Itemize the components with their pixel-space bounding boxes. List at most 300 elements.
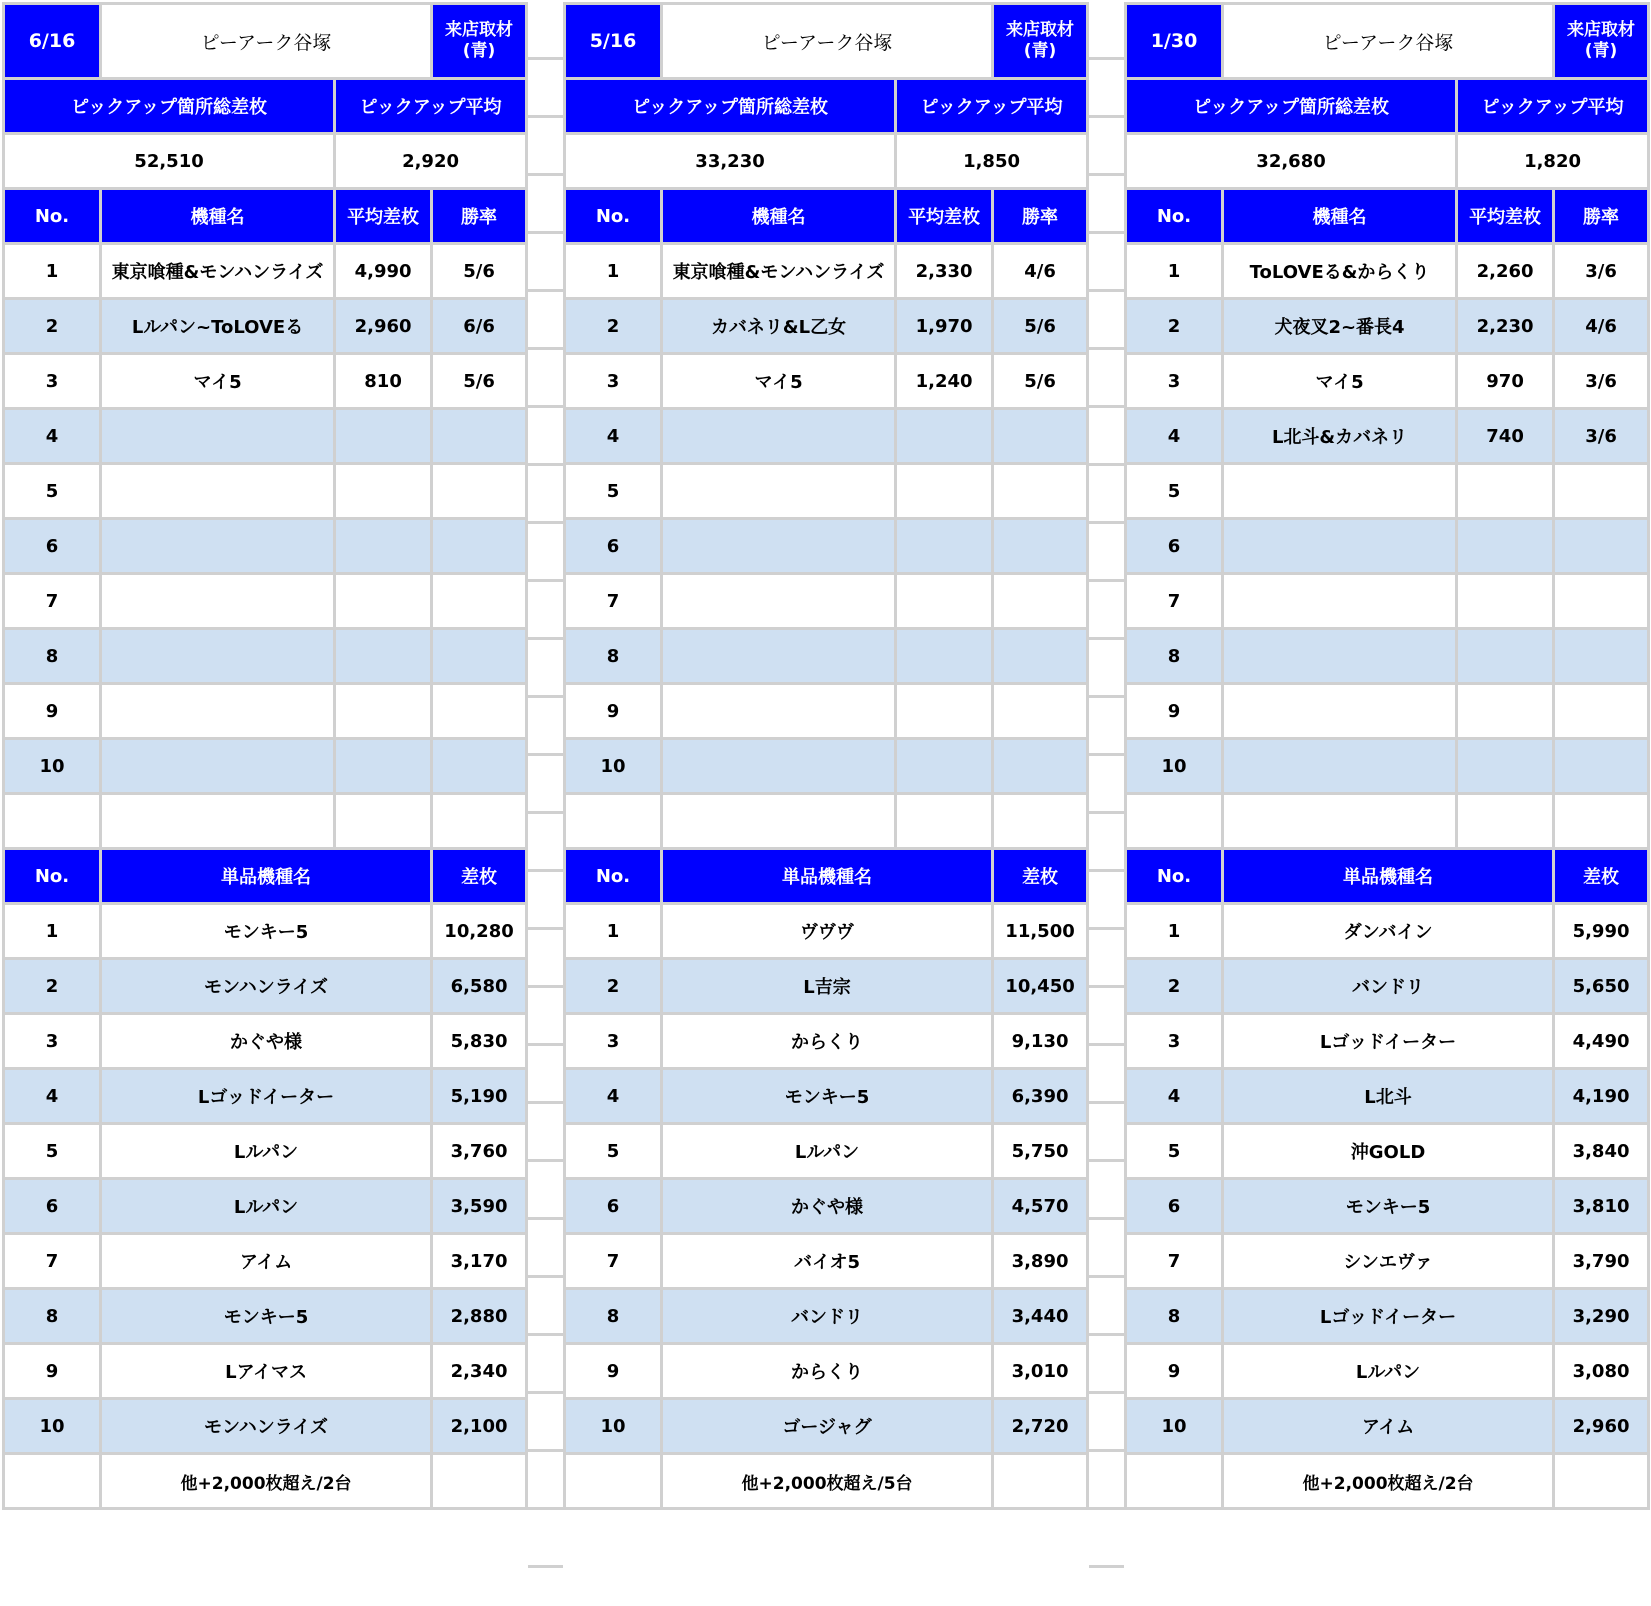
- single-model-name: 沖GOLD: [1223, 1124, 1554, 1179]
- pickup-win-rate: 4/6: [1554, 299, 1649, 354]
- pickup-row: [565, 629, 1088, 684]
- pickup-win-rate: [432, 409, 527, 464]
- pickup-win-rate: [993, 739, 1088, 794]
- pickup-row: [4, 464, 527, 519]
- pickup-no: 5: [4, 464, 101, 519]
- pickup-model-name: [1223, 739, 1457, 794]
- total-diff-value: 33,230: [565, 134, 896, 189]
- single-diff: 2,340: [432, 1344, 527, 1399]
- single-row: [4, 904, 527, 959]
- pickup-no: 7: [4, 574, 101, 629]
- single-row: [565, 1069, 1088, 1124]
- pickup-avg-diff: [1457, 574, 1554, 629]
- gap-line: [1089, 814, 1124, 872]
- pickup-avg-diff: 810: [335, 354, 432, 409]
- gap-line: [528, 756, 563, 814]
- single-model-name: シンエヴァ: [1223, 1234, 1554, 1289]
- gap-line: [1089, 1394, 1124, 1452]
- gap-line: [1089, 1220, 1124, 1278]
- gap-line: [1089, 524, 1124, 582]
- single-model-name: モンキー5: [101, 1289, 432, 1344]
- pickup-row: [565, 244, 1088, 299]
- single-model-name: ゴージャグ: [662, 1399, 993, 1454]
- single-model-name: バンドリ: [1223, 959, 1554, 1014]
- pickup-header-row: [565, 189, 1088, 244]
- single-model-header: 単品機種名: [1223, 849, 1554, 904]
- single-no: 6: [565, 1179, 662, 1234]
- empty-cell: [432, 1454, 527, 1509]
- pickup-model-name: [662, 684, 896, 739]
- footer-row: [4, 1454, 527, 1509]
- pickup-model-name: [1223, 519, 1457, 574]
- single-diff: 3,010: [993, 1344, 1088, 1399]
- pickup-model-name: [662, 464, 896, 519]
- single-no: 4: [1126, 1069, 1223, 1124]
- single-model-name: L北斗: [1223, 1069, 1554, 1124]
- single-no: 9: [565, 1344, 662, 1399]
- pickup-win-rate: 3/6: [1554, 354, 1649, 409]
- model-name-header: 機種名: [662, 189, 896, 244]
- single-no: 1: [1126, 904, 1223, 959]
- pickup-win-rate: 5/6: [993, 299, 1088, 354]
- gap-line: [1089, 988, 1124, 1046]
- pickup-avg-diff: [335, 409, 432, 464]
- pickup-model-name: マイ5: [101, 354, 335, 409]
- pickup-win-rate: [1554, 464, 1649, 519]
- pickup-row: [565, 299, 1088, 354]
- coverage-label: 来店取材 (青): [432, 4, 527, 79]
- date-label: 1/30: [1126, 4, 1223, 79]
- empty-cell: [1554, 1454, 1649, 1509]
- single-row: [565, 1344, 1088, 1399]
- gap-line: [1089, 118, 1124, 176]
- pickup-row: [565, 684, 1088, 739]
- single-model-name: バイオ5: [662, 1234, 993, 1289]
- single-row: [4, 1124, 527, 1179]
- single-no: 2: [4, 959, 101, 1014]
- single-model-header: 単品機種名: [101, 849, 432, 904]
- single-model-name: バンドリ: [662, 1289, 993, 1344]
- single-row: [4, 1344, 527, 1399]
- results-panel-3: [1124, 2, 1650, 1510]
- pickup-row: [1126, 629, 1649, 684]
- single-row: [565, 904, 1088, 959]
- pickup-no: 9: [1126, 684, 1223, 739]
- gap-line: [528, 60, 563, 118]
- single-diff: 4,570: [993, 1179, 1088, 1234]
- gap-line: [1089, 1104, 1124, 1162]
- pickup-model-name: [101, 684, 335, 739]
- single-no: 7: [565, 1234, 662, 1289]
- pickup-row: [1126, 684, 1649, 739]
- pickup-row: [4, 519, 527, 574]
- gap-line: [1089, 1336, 1124, 1394]
- pickup-win-rate: [1554, 519, 1649, 574]
- single-diff: 6,390: [993, 1069, 1088, 1124]
- footer-note: 他+2,000枚超え/2台: [1223, 1454, 1554, 1509]
- single-row: [4, 1014, 527, 1069]
- single-row: [565, 1014, 1088, 1069]
- single-no: 2: [565, 959, 662, 1014]
- gap-line: [1089, 1278, 1124, 1336]
- pickup-model-name: [101, 629, 335, 684]
- pickup-win-rate: 5/6: [432, 354, 527, 409]
- gap-line: [1089, 234, 1124, 292]
- single-model-name: Lルパン: [1223, 1344, 1554, 1399]
- pickup-model-name: [101, 739, 335, 794]
- gap-line: [528, 292, 563, 350]
- pickup-avg-diff: [335, 464, 432, 519]
- gap-line: [528, 582, 563, 640]
- single-no: 10: [4, 1399, 101, 1454]
- pickup-avg-diff: [896, 629, 993, 684]
- store-name: ピーアーク谷塚: [1223, 4, 1554, 79]
- single-model-name: Lゴッドイーター: [101, 1069, 432, 1124]
- pickup-win-rate: 3/6: [1554, 244, 1649, 299]
- pickup-win-rate: [432, 684, 527, 739]
- gap-line: [528, 1452, 563, 1510]
- pickup-win-rate: [432, 464, 527, 519]
- pickup-model-name: L北斗&カバネリ: [1223, 409, 1457, 464]
- pickup-avg-diff: [335, 739, 432, 794]
- single-model-name: ダンバイン: [1223, 904, 1554, 959]
- single-model-name: Lゴッドイーター: [1223, 1014, 1554, 1069]
- gap-line: [528, 176, 563, 234]
- pickup-avg-diff: 2,230: [1457, 299, 1554, 354]
- empty-cell: [335, 794, 432, 849]
- avg-pickup-header: ピックアップ平均: [1457, 79, 1649, 134]
- pickup-no: 10: [565, 739, 662, 794]
- store-name: ピーアーク谷塚: [101, 4, 432, 79]
- single-no: 3: [4, 1014, 101, 1069]
- gap-line: [528, 1162, 563, 1220]
- single-model-name: ヴヴヴ: [662, 904, 993, 959]
- pickup-no: 3: [4, 354, 101, 409]
- empty-cell: [101, 794, 335, 849]
- pickup-no: 4: [565, 409, 662, 464]
- pickup-win-rate: [993, 574, 1088, 629]
- single-row: [1126, 1344, 1649, 1399]
- single-model-name: L吉宗: [662, 959, 993, 1014]
- pickup-model-name: カバネリ&L乙女: [662, 299, 896, 354]
- gap-line: [528, 466, 563, 524]
- pickup-win-rate: 4/6: [993, 244, 1088, 299]
- single-row: [565, 1179, 1088, 1234]
- pickup-row: [1126, 464, 1649, 519]
- gap-line: [528, 1510, 563, 1568]
- pickup-model-name: [662, 629, 896, 684]
- pickup-avg-diff: 740: [1457, 409, 1554, 464]
- pickup-row: [1126, 244, 1649, 299]
- single-model-name: からくり: [662, 1344, 993, 1399]
- single-no: 8: [565, 1289, 662, 1344]
- empty-cell: [565, 794, 662, 849]
- pickup-row: [4, 574, 527, 629]
- single-no: 6: [1126, 1179, 1223, 1234]
- pickup-no: 3: [565, 354, 662, 409]
- single-model-name: アイム: [101, 1234, 432, 1289]
- pickup-win-rate: [1554, 739, 1649, 794]
- single-diff: 3,790: [1554, 1234, 1649, 1289]
- single-model-name: モンハンライズ: [101, 1399, 432, 1454]
- single-model-name: Lアイマス: [101, 1344, 432, 1399]
- pickup-avg-diff: [896, 684, 993, 739]
- single-header-row: [565, 849, 1088, 904]
- single-diff: 5,650: [1554, 959, 1649, 1014]
- pickup-win-rate: [993, 684, 1088, 739]
- gap-line: [1089, 292, 1124, 350]
- pickup-avg-diff: 1,240: [896, 354, 993, 409]
- win-rate-header: 勝率: [993, 189, 1088, 244]
- single-row: [1126, 1124, 1649, 1179]
- avg-diff-header: 平均差枚: [335, 189, 432, 244]
- diff-header: 差枚: [432, 849, 527, 904]
- single-row: [565, 1289, 1088, 1344]
- pickup-win-rate: [993, 464, 1088, 519]
- single-diff: 2,720: [993, 1399, 1088, 1454]
- summary-value-row: [1126, 134, 1649, 189]
- pickup-row: [565, 574, 1088, 629]
- gap-line: [528, 118, 563, 176]
- diff-header: 差枚: [1554, 849, 1649, 904]
- pickup-avg-diff: 1,970: [896, 299, 993, 354]
- results-table: [2, 2, 528, 1510]
- pickup-avg-diff: [896, 409, 993, 464]
- empty-cell: [4, 1454, 101, 1509]
- pickup-no: 8: [565, 629, 662, 684]
- gap-line: [528, 350, 563, 408]
- single-diff: 9,130: [993, 1014, 1088, 1069]
- single-no: 4: [4, 1069, 101, 1124]
- empty-cell: [662, 794, 896, 849]
- model-name-header: 機種名: [1223, 189, 1457, 244]
- single-no: 5: [565, 1124, 662, 1179]
- single-model-name: Lルパン: [101, 1179, 432, 1234]
- gap-line: [528, 988, 563, 1046]
- pickup-model-name: [1223, 629, 1457, 684]
- gap-line: [1089, 698, 1124, 756]
- pickup-avg-diff: 2,960: [335, 299, 432, 354]
- pickup-no: 4: [4, 409, 101, 464]
- pickup-win-rate: 5/6: [993, 354, 1088, 409]
- summary-header-row: [4, 79, 527, 134]
- single-row: [4, 1234, 527, 1289]
- avg-pickup-header: ピックアップ平均: [896, 79, 1088, 134]
- gap-line: [1089, 1162, 1124, 1220]
- single-diff: 5,190: [432, 1069, 527, 1124]
- single-diff: 10,280: [432, 904, 527, 959]
- pickup-model-name: [101, 574, 335, 629]
- avg-diff-header: 平均差枚: [896, 189, 993, 244]
- pickup-win-rate: [432, 739, 527, 794]
- single-row: [1126, 959, 1649, 1014]
- single-no: 1: [565, 904, 662, 959]
- pickup-avg-diff: [896, 519, 993, 574]
- single-model-name: アイム: [1223, 1399, 1554, 1454]
- pickup-row: [1126, 574, 1649, 629]
- gap-line: [528, 1394, 563, 1452]
- pickup-model-name: [1223, 464, 1457, 519]
- pickup-win-rate: [1554, 684, 1649, 739]
- pickup-no: 8: [4, 629, 101, 684]
- gap-line: [1089, 2, 1124, 60]
- pickup-header-row: [4, 189, 527, 244]
- gap-line: [1089, 1510, 1124, 1568]
- pickup-row: [4, 684, 527, 739]
- title-row: [565, 4, 1088, 79]
- pickup-no: 2: [1126, 299, 1223, 354]
- footer-note: 他+2,000枚超え/5台: [662, 1454, 993, 1509]
- single-no: 8: [1126, 1289, 1223, 1344]
- no-header: No.: [1126, 849, 1223, 904]
- summary-value-row: [4, 134, 527, 189]
- pickup-no: 2: [565, 299, 662, 354]
- single-no: 3: [565, 1014, 662, 1069]
- single-row: [565, 1234, 1088, 1289]
- avg-pickup-value: 1,850: [896, 134, 1088, 189]
- no-header: No.: [4, 849, 101, 904]
- pickup-no: 7: [565, 574, 662, 629]
- gap-line: [1089, 176, 1124, 234]
- single-diff: 5,990: [1554, 904, 1649, 959]
- pickup-row: [1126, 519, 1649, 574]
- avg-diff-header: 平均差枚: [1457, 189, 1554, 244]
- no-header: No.: [565, 189, 662, 244]
- summary-header-row: [1126, 79, 1649, 134]
- single-no: 5: [4, 1124, 101, 1179]
- pickup-avg-diff: [1457, 629, 1554, 684]
- single-diff: 2,960: [1554, 1399, 1649, 1454]
- single-no: 8: [4, 1289, 101, 1344]
- single-model-name: モンキー5: [662, 1069, 993, 1124]
- title-row: [4, 4, 527, 79]
- gap-line: [528, 524, 563, 582]
- pickup-no: 1: [1126, 244, 1223, 299]
- pickup-row: [565, 354, 1088, 409]
- single-no: 5: [1126, 1124, 1223, 1179]
- pickup-no: 7: [1126, 574, 1223, 629]
- total-diff-value: 52,510: [4, 134, 335, 189]
- single-diff: 3,760: [432, 1124, 527, 1179]
- single-no: 3: [1126, 1014, 1223, 1069]
- pickup-no: 6: [4, 519, 101, 574]
- gap-line: [1089, 408, 1124, 466]
- single-diff: 3,840: [1554, 1124, 1649, 1179]
- pickup-row: [1126, 354, 1649, 409]
- results-table: [1124, 2, 1650, 1510]
- pickup-row: [4, 409, 527, 464]
- gap-line: [528, 1046, 563, 1104]
- gap-line: [528, 930, 563, 988]
- pickup-row: [4, 354, 527, 409]
- total-diff-header: ピックアップ箇所総差枚: [565, 79, 896, 134]
- pickup-row: [565, 739, 1088, 794]
- pickup-no: 5: [1126, 464, 1223, 519]
- gap-line: [1089, 1046, 1124, 1104]
- gap-line: [1089, 466, 1124, 524]
- pickup-no: 1: [565, 244, 662, 299]
- pickup-avg-diff: [335, 629, 432, 684]
- pickup-row: [4, 739, 527, 794]
- single-model-name: かぐや様: [101, 1014, 432, 1069]
- empty-cell: [896, 794, 993, 849]
- win-rate-header: 勝率: [1554, 189, 1649, 244]
- single-row: [1126, 904, 1649, 959]
- pickup-model-name: [662, 519, 896, 574]
- single-diff: 5,750: [993, 1124, 1088, 1179]
- single-diff: 3,170: [432, 1234, 527, 1289]
- single-diff: 3,290: [1554, 1289, 1649, 1344]
- single-model-name: Lルパン: [662, 1124, 993, 1179]
- date-label: 6/16: [4, 4, 101, 79]
- no-header: No.: [565, 849, 662, 904]
- pickup-row: [1126, 409, 1649, 464]
- single-model-name: Lゴッドイーター: [1223, 1289, 1554, 1344]
- store-name: ピーアーク谷塚: [662, 4, 993, 79]
- pickup-model-name: Lルパン~ToLOVEる: [101, 299, 335, 354]
- pickup-win-rate: [993, 629, 1088, 684]
- pickup-model-name: ToLOVEる&からくり: [1223, 244, 1457, 299]
- pickup-avg-diff: 2,260: [1457, 244, 1554, 299]
- empty-cell: [1457, 794, 1554, 849]
- single-diff: 5,830: [432, 1014, 527, 1069]
- empty-cell: [993, 1454, 1088, 1509]
- single-row: [1126, 1179, 1649, 1234]
- gap-line: [528, 814, 563, 872]
- pickup-win-rate: 3/6: [1554, 409, 1649, 464]
- single-diff: 4,490: [1554, 1014, 1649, 1069]
- gap-line: [1089, 756, 1124, 814]
- pickup-win-rate: [432, 629, 527, 684]
- gap-line: [528, 1104, 563, 1162]
- spacer-row: [565, 794, 1088, 849]
- pickup-no: 2: [4, 299, 101, 354]
- single-diff: 6,580: [432, 959, 527, 1014]
- single-row: [565, 1124, 1088, 1179]
- coverage-label: 来店取材 (青): [993, 4, 1088, 79]
- pickup-model-name: マイ5: [1223, 354, 1457, 409]
- single-no: 6: [4, 1179, 101, 1234]
- pickup-row: [565, 409, 1088, 464]
- single-row: [1126, 1289, 1649, 1344]
- pickup-avg-diff: [1457, 739, 1554, 794]
- single-row: [4, 1289, 527, 1344]
- total-diff-value: 32,680: [1126, 134, 1457, 189]
- spacer-row: [1126, 794, 1649, 849]
- pickup-no: 9: [565, 684, 662, 739]
- gap-line: [1089, 872, 1124, 930]
- empty-cell: [1126, 1454, 1223, 1509]
- pickup-avg-diff: 4,990: [335, 244, 432, 299]
- pickup-row: [565, 464, 1088, 519]
- pickup-model-name: 東京喰種&モンハンライズ: [101, 244, 335, 299]
- pickup-no: 10: [4, 739, 101, 794]
- single-diff: 2,100: [432, 1399, 527, 1454]
- footer-row: [565, 1454, 1088, 1509]
- pickup-avg-diff: [335, 684, 432, 739]
- single-row: [4, 1179, 527, 1234]
- pickup-avg-diff: [896, 464, 993, 519]
- panel-gap: [528, 2, 563, 1602]
- results-table: [563, 2, 1089, 1510]
- pickup-avg-diff: [1457, 519, 1554, 574]
- single-no: 10: [565, 1399, 662, 1454]
- single-diff: 11,500: [993, 904, 1088, 959]
- single-row: [1126, 1069, 1649, 1124]
- gap-line: [1089, 1452, 1124, 1510]
- single-diff: 4,190: [1554, 1069, 1649, 1124]
- gap-line: [528, 872, 563, 930]
